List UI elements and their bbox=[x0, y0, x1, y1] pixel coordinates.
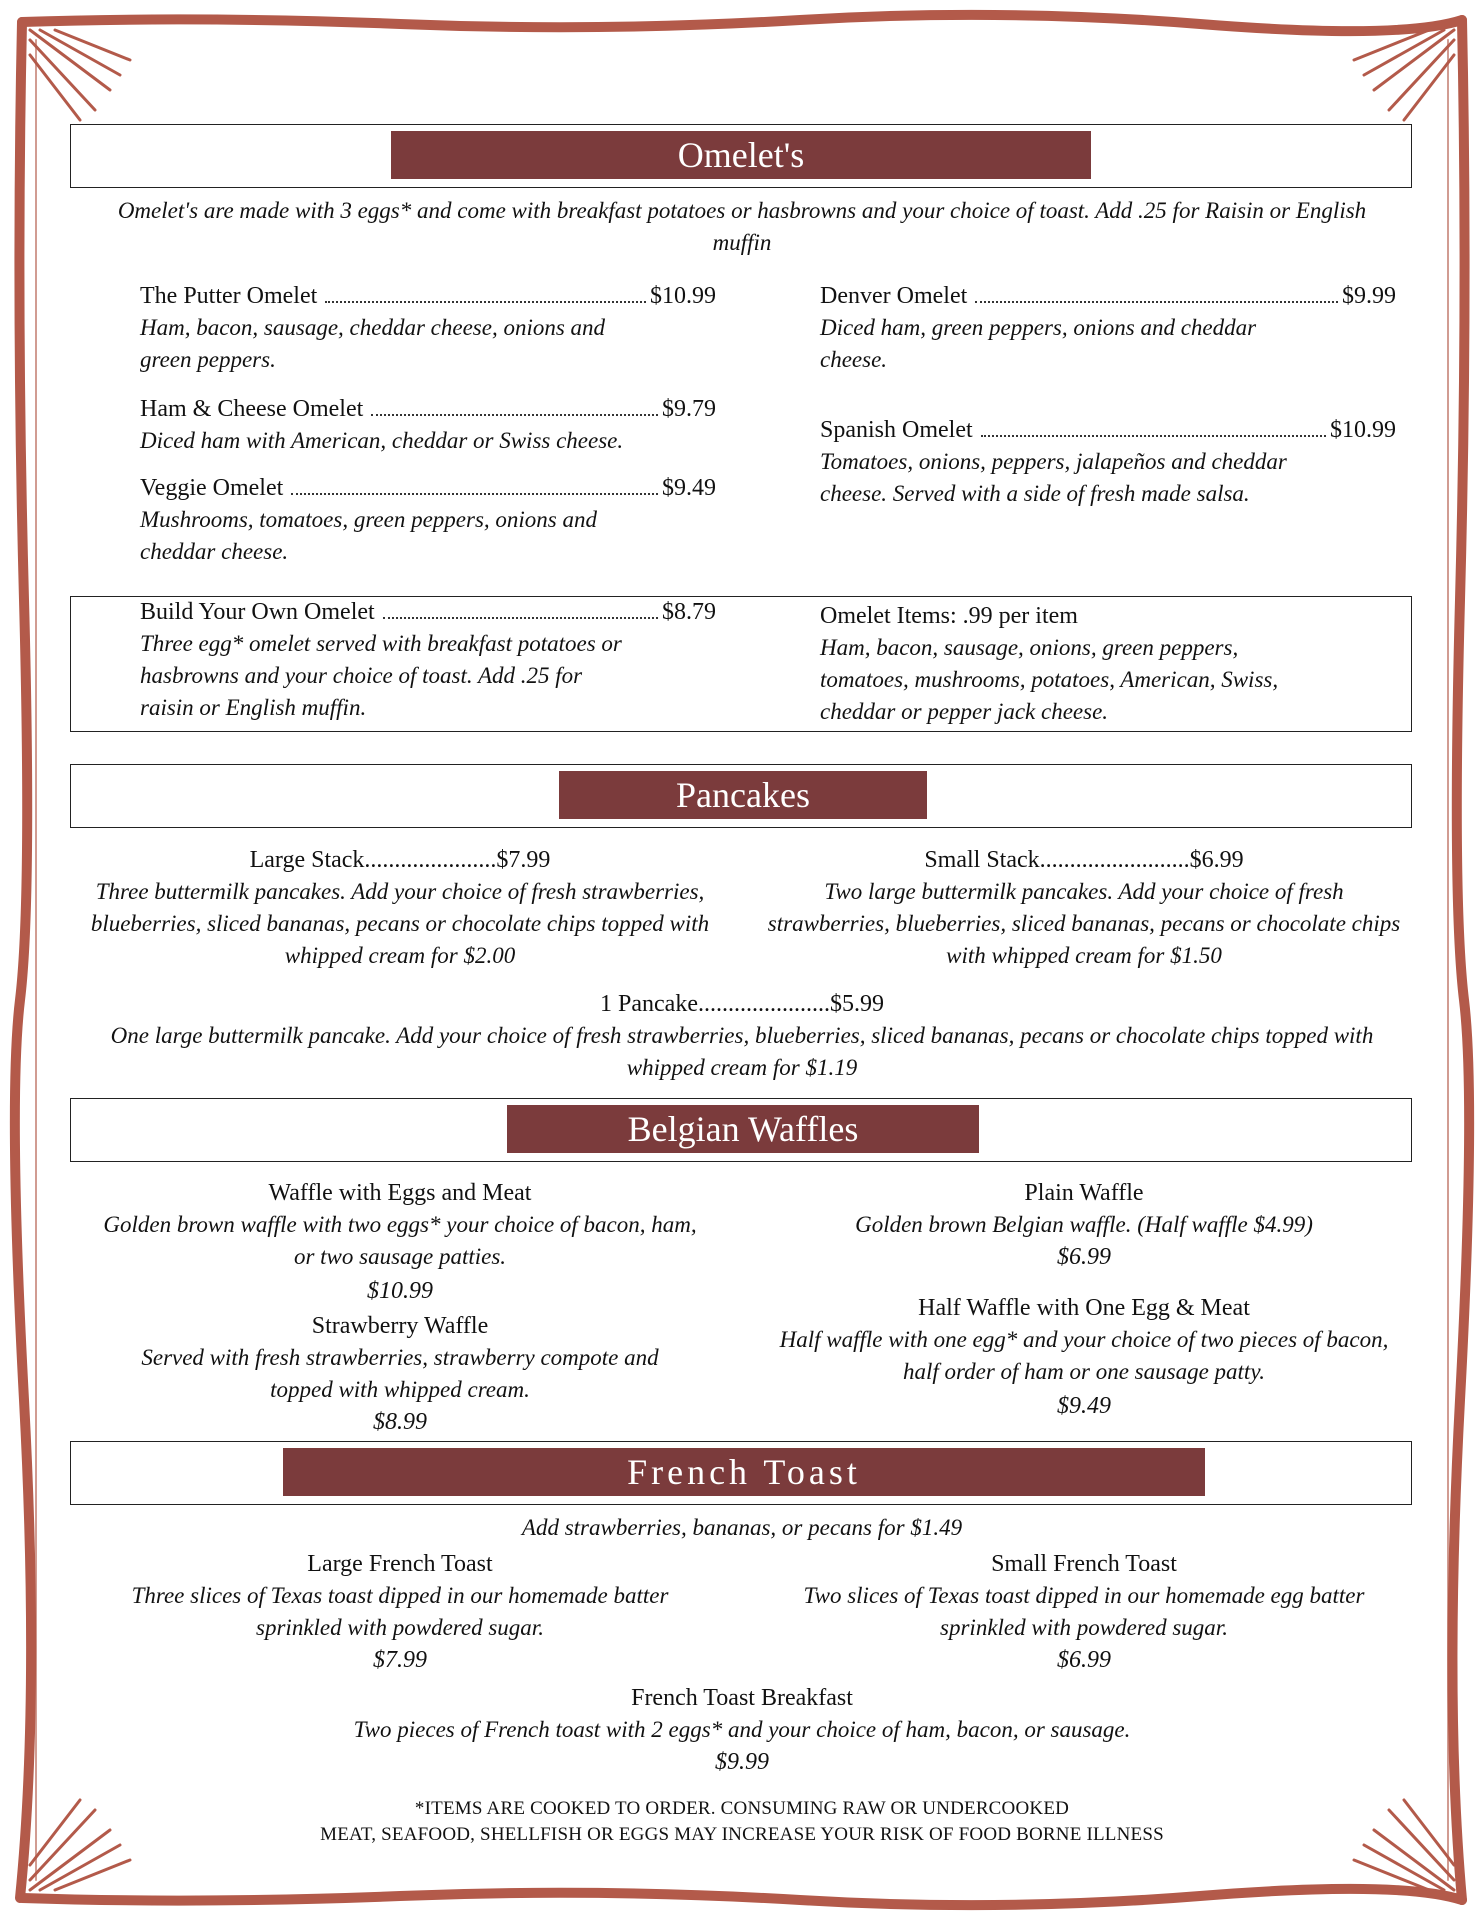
pancakes-header-box bbox=[70, 764, 1412, 828]
item-name: The Putter Omelet bbox=[140, 283, 318, 309]
item-name: Large Stack......................$7.99 bbox=[249, 847, 551, 873]
item-desc: Three egg* omelet served with breakfast potatoes or hasbrowns and your choice of toast. Add .25 for raisin or English muffin. bbox=[140, 631, 622, 720]
omelet-extras bbox=[820, 600, 1340, 728]
item-desc: Ham, bacon, sausage, cheddar cheese, onions and green peppers. bbox=[140, 315, 606, 372]
food-safety-disclaimer bbox=[110, 1796, 1374, 1848]
item-price: $9.99 bbox=[715, 1749, 769, 1775]
menu-item-waffle-eggs-meat bbox=[80, 1177, 720, 1307]
item-name: 1 Pancake......................$5.99 bbox=[600, 991, 884, 1017]
item-price: $6.99 bbox=[1057, 1244, 1111, 1270]
item-name: Large French Toast bbox=[307, 1551, 493, 1577]
item-price: $9.49 bbox=[662, 475, 716, 501]
menu-item-denver-omelet bbox=[820, 280, 1396, 376]
menu-item-small-stack bbox=[764, 844, 1404, 972]
item-name: Small French Toast bbox=[991, 1551, 1177, 1577]
item-desc: Served with fresh strawberries, strawberry compote and topped with whipped cream. bbox=[141, 1345, 659, 1402]
extras-desc: Ham, bacon, sausage, onions, green peppers, tomatoes, mushrooms, potatoes, American, Swiss, cheddar or pepper jack cheese. bbox=[820, 635, 1279, 724]
item-desc: Mushrooms, tomatoes, green peppers, onions and cheddar cheese. bbox=[140, 507, 597, 564]
disclaimer-line-1: *ITEMS ARE COOKED TO ORDER. CONSUMING RAW OR UNDERCOOKED bbox=[414, 1798, 1070, 1819]
item-price: $8.79 bbox=[662, 599, 716, 625]
item-price: $10.99 bbox=[650, 283, 716, 309]
item-price: $6.99 bbox=[1057, 1647, 1111, 1673]
menu-item-spanish-omelet bbox=[820, 414, 1396, 510]
item-desc: Two slices of Texas toast dipped in our homemade egg batter sprinkled with powdered sugar. bbox=[803, 1583, 1365, 1640]
waffles-title: Belgian Waffles bbox=[507, 1105, 979, 1153]
waffles-header-box bbox=[70, 1098, 1412, 1162]
omelets-header-box bbox=[70, 124, 1412, 188]
item-desc: Half waffle with one egg* and your choice of two pieces of bacon, half order of ham or one sausage patty. bbox=[779, 1327, 1389, 1384]
item-desc: Three slices of Texas toast dipped in our homemade batter sprinkled with powdered sugar. bbox=[131, 1583, 669, 1640]
french-toast-header-box bbox=[70, 1441, 1412, 1505]
item-name: French Toast Breakfast bbox=[631, 1685, 853, 1711]
french-toast-note: Add strawberries, bananas, or pecans for $1.49 bbox=[521, 1515, 963, 1540]
extras-title: Omelet Items: .99 per item bbox=[820, 603, 1078, 629]
item-price: $9.79 bbox=[662, 396, 716, 422]
item-name: Strawberry Waffle bbox=[311, 1313, 489, 1339]
omelets-intro: Omelet's are made with 3 eggs* and come with breakfast potatoes or hasbrowns and your choice of toast. Add .25 for Raisin or English muffin bbox=[117, 198, 1367, 255]
item-desc: Two large buttermilk pancakes. Add your choice of fresh strawberries, blueberries, sliced bananas, pecans or chocolate chips with whipped cream for $1.50 bbox=[767, 879, 1401, 968]
menu-item-ham-cheese-omelet bbox=[140, 393, 716, 457]
menu-item-build-your-own bbox=[140, 596, 716, 724]
item-name: Veggie Omelet bbox=[140, 475, 284, 501]
item-price: $9.99 bbox=[1342, 283, 1396, 309]
item-desc: Three buttermilk pancakes. Add your choice of fresh strawberries, blueberries, sliced bananas, pecans or chocolate chips topped with whipped cream for $2.00 bbox=[90, 879, 710, 968]
menu-item-french-toast-breakfast bbox=[200, 1682, 1284, 1778]
item-name: Half Waffle with One Egg & Meat bbox=[918, 1295, 1250, 1321]
item-name: Spanish Omelet bbox=[820, 417, 973, 443]
item-desc: Golden brown waffle with two eggs* your choice of bacon, ham, or two sausage patties. bbox=[103, 1212, 697, 1269]
disclaimer-line-2: MEAT, SEAFOOD, SHELLFISH OR EGGS MAY INCREASE YOUR RISK OF FOOD BORNE ILLNESS bbox=[320, 1824, 1164, 1845]
item-name: Plain Waffle bbox=[1024, 1180, 1144, 1206]
item-desc: One large buttermilk pancake. Add your choice of fresh strawberries, blueberries, sliced bananas, pecans or chocolate chips topped with whipped cream for $1.19 bbox=[110, 1023, 1374, 1080]
item-desc: Tomatoes, onions, peppers, jalapeños and cheddar cheese. Served with a side of fresh made salsa. bbox=[820, 449, 1287, 506]
item-desc: Diced ham, green peppers, onions and cheddar cheese. bbox=[820, 315, 1257, 372]
menu-item-large-french-toast bbox=[80, 1548, 720, 1676]
item-name: Small Stack.........................$6.99 bbox=[924, 847, 1244, 873]
menu-item-small-french-toast bbox=[764, 1548, 1404, 1676]
french-toast-title: French Toast bbox=[283, 1448, 1205, 1496]
menu-item-half-waffle bbox=[764, 1292, 1404, 1422]
item-name: Waffle with Eggs and Meat bbox=[268, 1180, 532, 1206]
item-desc: Golden brown Belgian waffle. (Half waffle $4.99) bbox=[855, 1212, 1313, 1237]
item-name: Ham & Cheese Omelet bbox=[140, 396, 364, 422]
pancakes-title: Pancakes bbox=[559, 771, 927, 819]
menu-item-1-pancake bbox=[100, 988, 1384, 1084]
menu-item-plain-waffle bbox=[764, 1177, 1404, 1273]
item-desc: Diced ham with American, cheddar or Swiss cheese. bbox=[140, 428, 624, 453]
omelets-title: Omelet's bbox=[391, 131, 1091, 179]
item-desc: Two pieces of French toast with 2 eggs* and your choice of ham, bacon, or sausage. bbox=[353, 1717, 1131, 1742]
menu-item-strawberry-waffle bbox=[80, 1310, 720, 1438]
item-price: $7.99 bbox=[373, 1647, 427, 1673]
item-price: $10.99 bbox=[1330, 417, 1396, 443]
item-name: Build Your Own Omelet bbox=[140, 599, 375, 625]
menu-item-veggie-omelet bbox=[140, 472, 716, 568]
menu-item-putter-omelet bbox=[140, 280, 716, 376]
item-price: $9.49 bbox=[1057, 1393, 1111, 1419]
item-name: Denver Omelet bbox=[820, 283, 968, 309]
item-price: $8.99 bbox=[373, 1409, 427, 1435]
item-price: $10.99 bbox=[367, 1278, 433, 1304]
menu-item-large-stack bbox=[80, 844, 720, 972]
